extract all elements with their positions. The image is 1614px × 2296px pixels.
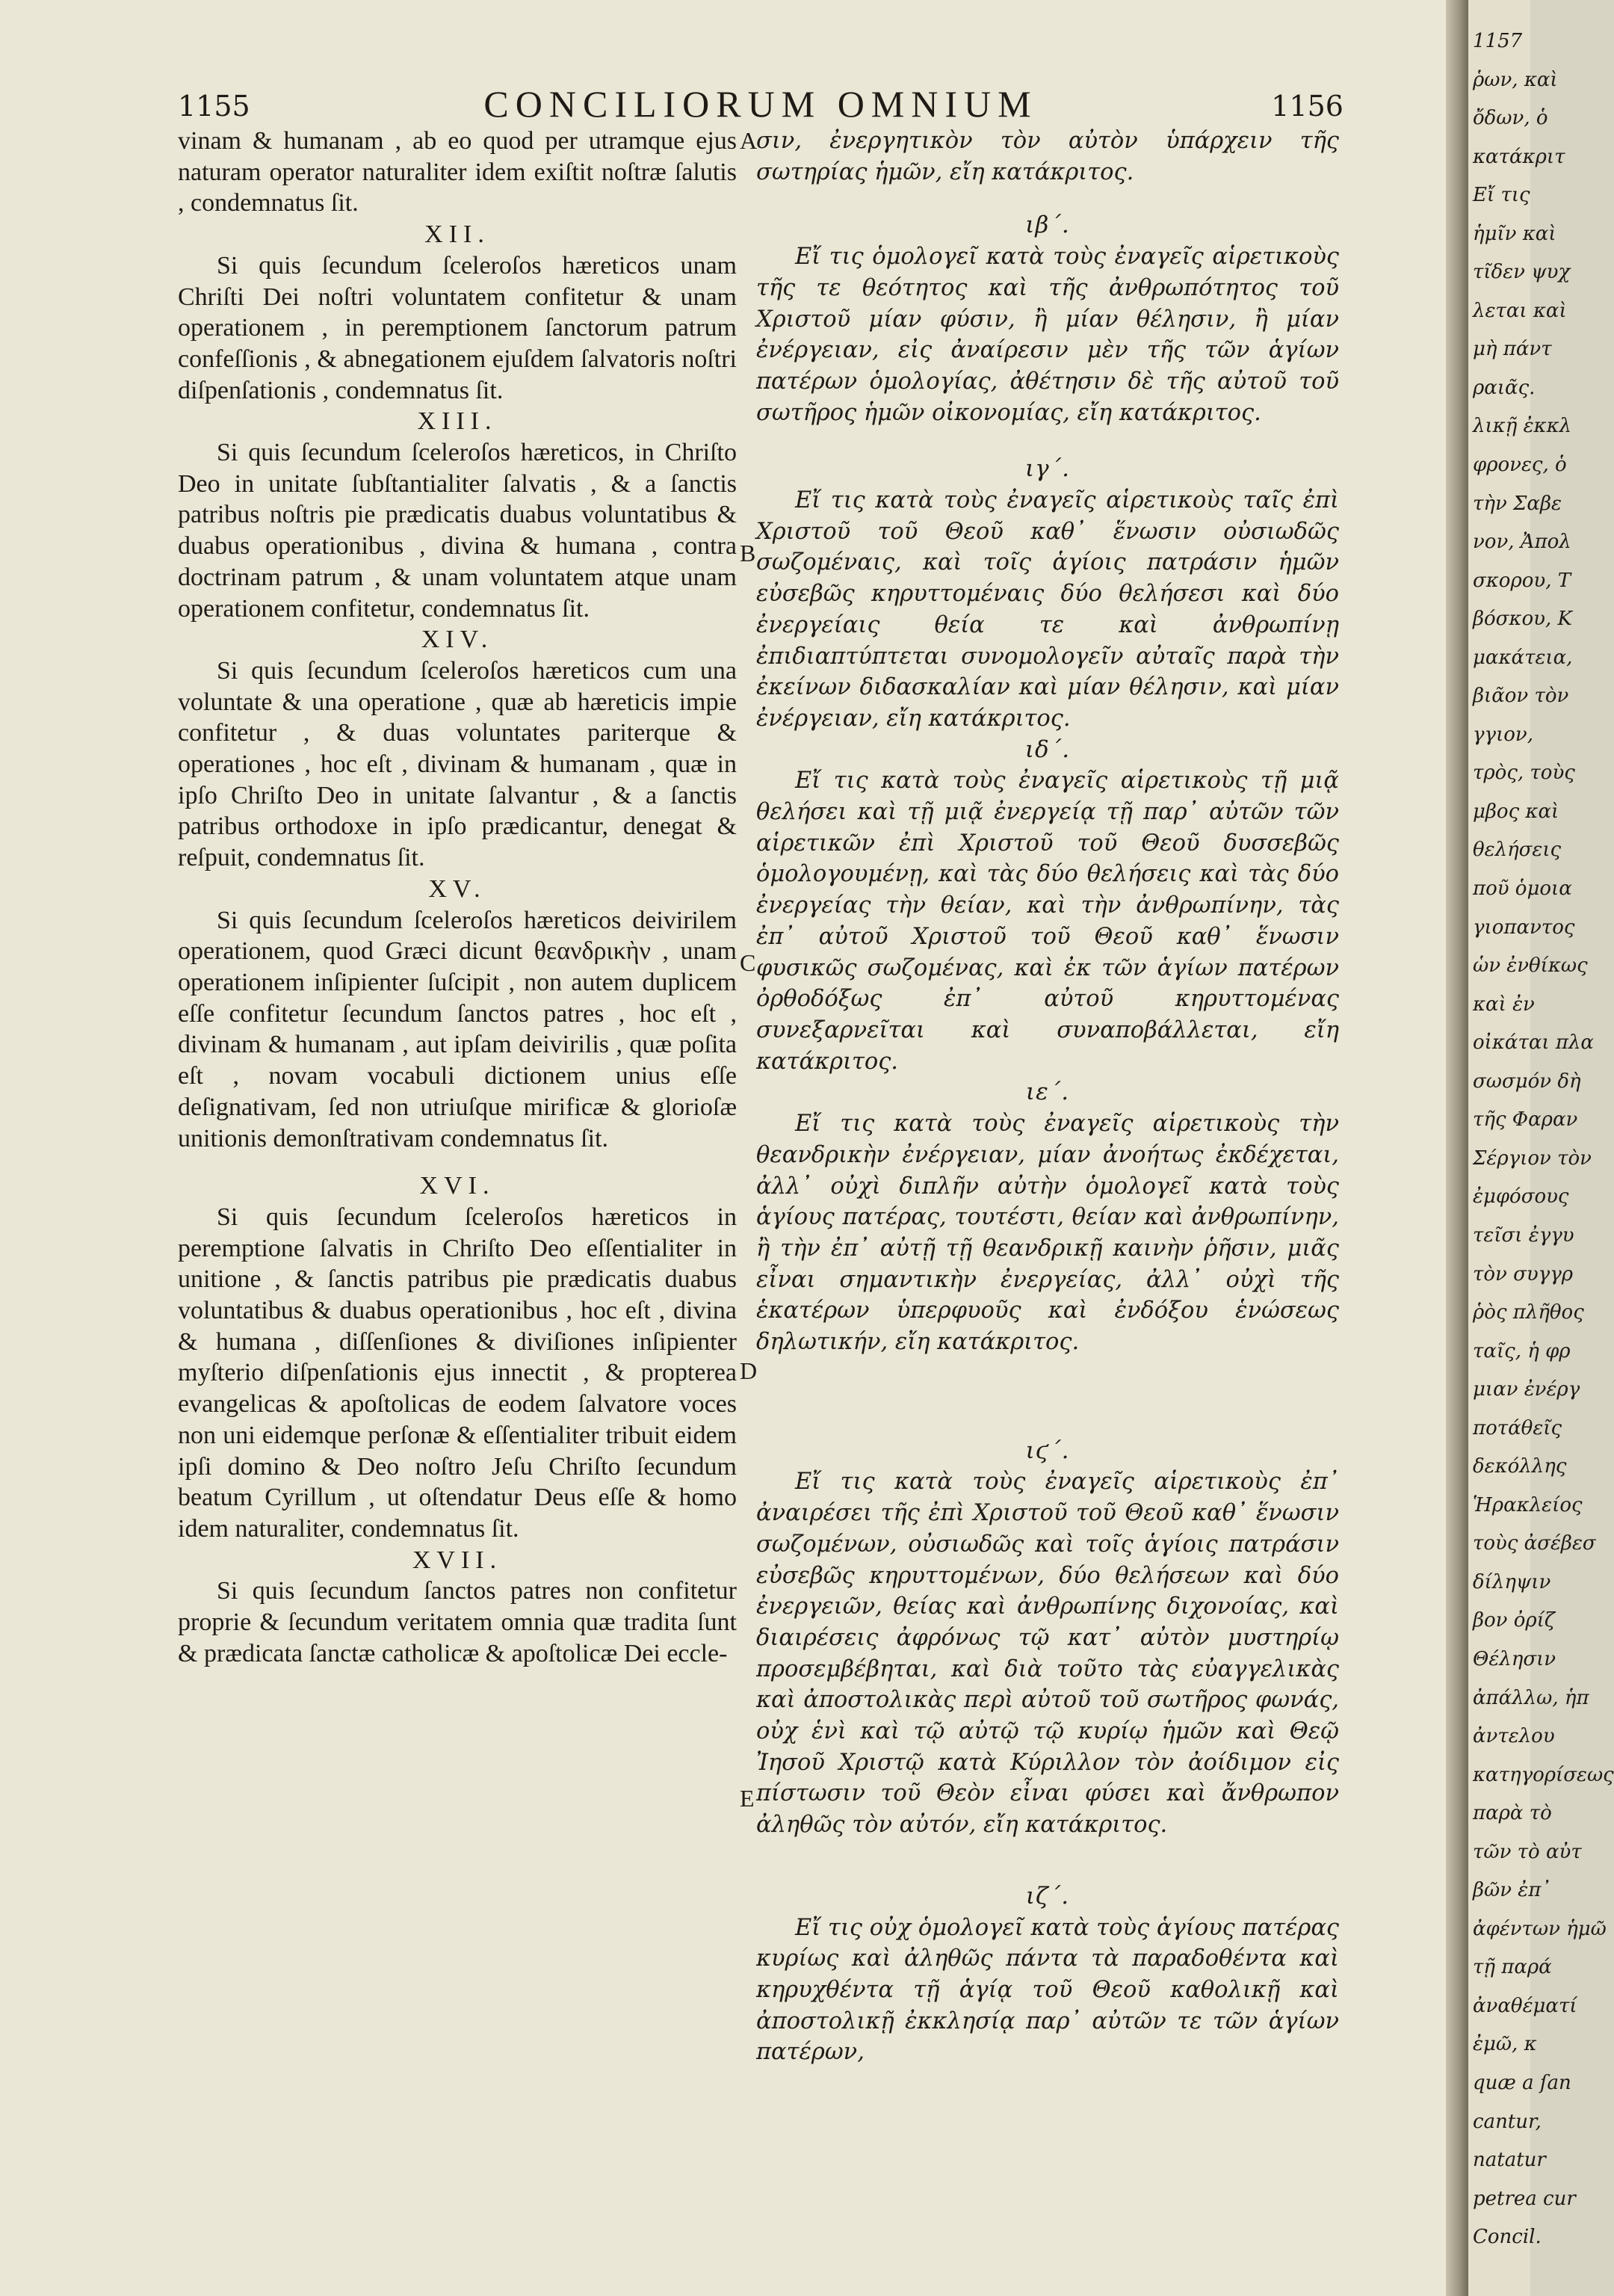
running-title: CONCILIORUM OMNIUM	[483, 83, 1038, 125]
page-number-right: 1156	[1271, 90, 1344, 123]
facing-page-line: γιοπαντος	[1473, 916, 1575, 939]
facing-page-line: ἀφέντων ἡμῶ	[1473, 1917, 1607, 1940]
facing-page-line: τὸν συγγρ	[1473, 1262, 1574, 1286]
margin-letter-a: A	[740, 127, 758, 154]
facing-page-line: ῥὸς πλῆθος	[1473, 1301, 1584, 1324]
latin-section-text	[178, 655, 737, 874]
facing-page-line: μακάτεια,	[1473, 646, 1573, 669]
facing-page-line: τεῖσι ἐγγυ	[1473, 1223, 1574, 1247]
facing-page-line: cantur,	[1473, 2110, 1542, 2133]
greek-section-number: ιε΄.	[1025, 1078, 1070, 1106]
facing-page-line: δεκόλλης	[1473, 1455, 1567, 1478]
greek-section-body: Εἴ τις κατὰ τοὺς ἐναγεῖς αἱρετικοὺς ἐπ᾽ ἀναιρέσει τῆς ἐπὶ Χριστοῦ τοῦ Θεοῦ καθ᾽ ἕνωσιν σωζομένων, οὐσιωδῶς καὶ τοῖς ἁγίοις πατράσιν εὐσεβῶς κηρυττομένων, δύο θελήσεων καὶ δύο ἐνεργειῶν, θείας καὶ ἀνθρωπίνης διχονοίας, καὶ διαιρέσεις ἀφρόνως τῷ κατ᾽ αὐτὸν μυστηρίῳ προσεμβέβηται, καὶ διὰ τοῦτο τὰς εὐαγγελικὰς καὶ ἀποστολικὰς περὶ αὐτοῦ τοῦ σωτῆρος φωνάς, οὐχ ἑνὶ καὶ τῷ αὐτῷ τῷ κυρίῳ ἡμῶν καὶ Θεῷ Ἰησοῦ Χριστῷ κατὰ Κύριλλον τὸν ἀοίδιμον εἰς πίστωσιν τοῦ Θεὸν εἶναι φύσει καὶ ἄνθρωπον ἀληθῶς τὸν αὐτόν, εἴη κατάκριτος.	[756, 1469, 1339, 1839]
latin-section-text	[178, 1202, 737, 1545]
facing-page-line: τοὺς ἀσέβεσ	[1473, 1532, 1596, 1555]
facing-page-line: ὡν ἐνθίκως	[1473, 954, 1588, 978]
facing-page-edge	[1468, 0, 1614, 2296]
facing-page-line: Σέργιον τὸν	[1473, 1147, 1592, 1170]
facing-page-line: δίληψιν	[1473, 1570, 1551, 1593]
facing-page-line: τῇ παρά	[1473, 1956, 1552, 1979]
margin-letter-e: E	[740, 1785, 755, 1812]
facing-page-line: λικῇ ἐκκλ	[1473, 415, 1572, 438]
facing-page-line: κατάκριτ	[1473, 145, 1565, 168]
facing-page-line: καὶ ἐν	[1473, 993, 1535, 1016]
facing-page-line: μὴ πάντ	[1473, 338, 1552, 361]
latin-section-number: XV.	[428, 874, 486, 903]
greek-section-number: ιϛ΄.	[1025, 1436, 1070, 1464]
latin-section-number: XIII.	[417, 407, 498, 436]
facing-page-line: θελήσεις	[1473, 839, 1562, 862]
facing-page-line: petrea cur	[1473, 2187, 1576, 2210]
greek-section-body: Εἴ τις οὐχ ὁμολογεῖ κατὰ τοὺς ἁγίους πατέρας κυρίως καὶ ἀληθῶς πάντα τὰ παραδοθέντα καὶ κηρυχθέντα τῇ ἁγίᾳ τοῦ Θεοῦ καθολικῇ καὶ ἀποστολικῇ ἐκκλησίᾳ παρ᾽ αὐτῶν τε τῶν ἁγίων πατέρων,	[756, 1914, 1339, 2066]
facing-page-line: βον ὀρίζ	[1473, 1609, 1555, 1632]
facing-page-line: μιαν ἐνέργ	[1473, 1378, 1580, 1401]
latin-section-body: Si quis ſecundum ſceleroſos hæreticos, in Chriſto Deo in unitate ſubſtantialiter ſalvatis , & a ſanctis patribus noſtris pie prædicatis duabus voluntatibus & duabus operationibus , divina & humana , contra doctrinam patrum , & unam voluntatem atque unam operationem confitetur, condemnatus ſit.	[178, 439, 737, 623]
facing-page-line: μβος καὶ	[1473, 800, 1559, 823]
facing-page-line: ποῦ ὁμοια	[1473, 877, 1572, 901]
margin-letter-d: D	[740, 1357, 758, 1384]
facing-page-line: ῥων, καὶ	[1473, 68, 1558, 91]
facing-page-line: σωσμόν δὴ	[1473, 1070, 1581, 1093]
facing-page-line: ἀναθέματί	[1473, 1994, 1577, 2017]
facing-page-line: οἰκάται πλα	[1473, 1031, 1594, 1055]
running-header	[178, 76, 1344, 129]
facing-page-line: βῶν ἐπ᾽	[1473, 1879, 1551, 1902]
facing-page-line: βιᾶον τὸν	[1473, 685, 1569, 708]
greek-column	[756, 126, 1339, 2068]
latin-section-body: Si quis ſecundum ſanctos patres non confitetur proprie & ſecundum veritatem omnia quæ tradita ſunt & prædicata ſanctæ catholicæ & apoſtolicæ Dei eccle-	[178, 1577, 737, 1667]
facing-page-line: Concil.	[1473, 2226, 1542, 2249]
margin-letter-c: C	[740, 949, 756, 976]
facing-page-line: φρονες, ὁ	[1473, 454, 1567, 477]
facing-page-line: σκορου, Τ	[1473, 569, 1571, 592]
facing-page-line: τὴν Σαβε	[1473, 492, 1562, 515]
margin-letter-b: B	[740, 540, 756, 567]
facing-page-line: Ἡρακλείος	[1473, 1493, 1583, 1516]
facing-page-line: Θέλησιν	[1473, 1647, 1556, 1670]
latin-section-body: Si quis ſecundum ſceleroſos hæreticos deivirilem operationem, quod Græci dicunt θεανδρικὴν , unam operationem inſipienter ſuſcipit , non autem duplicem eſſe confitetur ſecundum ſanctos patres , hoc eſt , divinam & humanam , aut ipſam deivirilis , quæ poſita eſt , novam vocabuli dictionem unius eſſe deſignativam, ſed non utriuſque mirificæ & glorioſæ unitionis demonſtrativam condemnatus ſit.	[178, 906, 737, 1152]
facing-page-line: κατηγορίσεως	[1473, 1763, 1614, 1786]
latin-section-text	[178, 905, 737, 1155]
greek-section-body: Εἴ τις ὁμολογεῖ κατὰ τοὺς ἐναγεῖς αἱρετικοὺς τῆς τε θεότητος καὶ τῆς ἀνθρωπότητος τοῦ Χριστοῦ μίαν φύσιν, ἢ μίαν θέλησιν, ἢ μίαν ἐνέργειαν, εἰς ἀναίρεσιν μὲν τῆς τῶν ἁγίων πατέρων ὁμολογίας, ἀθέτησιν δὲ τῆς αὐτοῦ τοῦ σωτῆρος ἡμῶν οἰκονομίας, εἴη κατάκριτος.	[756, 244, 1339, 426]
facing-page-line: quæ a ſan	[1473, 2071, 1571, 2094]
latin-section-text	[178, 437, 737, 624]
latin-section-body: Si quis ſecundum ſceleroſos hæreticos unam Chriſti Dei noſtri voluntatem confitetur & unam operationem , in peremptionem ſanctorum patrum confeſſionis , & abnegationem ejuſdem ſalvatoris noſtri diſpenſationis , condemnatus ſit.	[178, 251, 737, 404]
latin-section-number: XVI.	[419, 1172, 495, 1200]
facing-page-line: γγιον,	[1473, 723, 1533, 746]
greek-section-text	[756, 485, 1339, 735]
latin-section-body: Si quis ſecundum ſceleroſos hæreticos cum una voluntate & una operatione , quæ ab hæreticis impie confitetur , & duas voluntates pariterque & operationes , hoc eſt , divinam & humanam , quæ in ipſo Chriſto Deo in unitate ſalvantur , & a ſanctis patribus orthodoxe in ipſo prædicantur, denegat & reſpuit, condemnatus ſit.	[178, 656, 737, 872]
facing-page-line: ραιᾶς.	[1473, 376, 1536, 399]
latin-continuation: vinam & humanam , ab eo quod per utramque ejus naturam operator naturaliter idem exiſtit noſtræ ſalutis , condemnatus ſit.	[178, 127, 737, 217]
facing-page-line: τῶν τὸ αὐτ	[1473, 1840, 1582, 1863]
facing-page-line: ἀντελου	[1473, 1725, 1555, 1748]
facing-page-line: τρὸς, τοὺς	[1473, 762, 1575, 785]
greek-section-text	[756, 1466, 1339, 1840]
facing-page-line: ταῖς, ἡ φρ	[1473, 1339, 1571, 1363]
greek-section-body: Εἴ τις κατὰ τοὺς ἐναγεῖς αἱρετικοὺς τῇ μιᾷ θελήσει καὶ τῇ μιᾷ ἐνεργείᾳ τῇ παρ᾽ αὐτῶν τῶν αἱρετικῶν ἐπὶ Χριστοῦ τοῦ Θεοῦ δυσσεβῶς ὁμολογουμένῃ, καὶ τὰς δύο θελήσεις καὶ τὰς δύο ἐνεργείας τὴν θείαν, καὶ τὴν ἀνθρωπίνην, τὰς ἐπ᾽ αὐτοῦ Χριστοῦ τοῦ Θεοῦ καθ᾽ ἕνωσιν φυσικῶς σωζομένας, καὶ ἐκ τῶν ἁγίων πατέρων ὀρθοδόξως ἐπ᾽ αὐτοῦ κηρυττομένας συνεξαρνεῖται καὶ συναποβάλλεται, εἴη κατάκριτος.	[756, 768, 1339, 1075]
latin-section-text	[178, 1576, 737, 1669]
facing-page-line: ὄδων, ὁ	[1473, 107, 1548, 130]
greek-section-number: ιδ΄.	[1024, 735, 1071, 763]
book-gutter	[1446, 0, 1468, 2296]
latin-column	[178, 126, 737, 1669]
greek-section-text	[756, 765, 1339, 1077]
facing-page-text	[1473, 30, 1614, 2265]
greek-section-body: Εἴ τις κατὰ τοὺς ἐναγεῖς αἱρετικοὺς ταῖς ἐπὶ Χριστοῦ τοῦ Θεοῦ καθ᾽ ἕνωσιν οὐσιωδῶς σωζομέναις, καὶ τοῖς ἁγίοις πατράσιν ἡμῶν εὐσεβῶς κηρυττομέναις δύο θελήσεσι καὶ δύο ἐνεργείαις θεία τε καὶ ἀνθρωπίνῃ ἐπιδιαπτύπτεται συνομολογεῖν αὐταῖς παρὰ τὴν ἐκείνων διδασκαλίαν καὶ μίαν θέλησιν, καὶ μίαν ἐνέργειαν, εἴη κατάκριτος.	[756, 487, 1339, 732]
facing-page-line: τῆς Φαραν	[1473, 1108, 1578, 1132]
latin-section-text	[178, 250, 737, 407]
greek-continuation: σιν, ἐνεργητικὸν τὸν αὐτὸν ὑπάρχειν τῆς σωτηρίας ἡμῶν, εἴη κατάκριτος.	[756, 128, 1339, 185]
facing-page-line: νον, Ἀπολ	[1473, 531, 1571, 554]
latin-section-number: XII.	[424, 220, 490, 249]
facing-page-line: λεται καὶ	[1473, 299, 1567, 322]
facing-page-line: βόσκου, Κ	[1473, 608, 1572, 631]
facing-page-line: ἡμῖν καὶ	[1473, 222, 1556, 245]
facing-page-line: Εἴ τις	[1473, 184, 1530, 207]
greek-section-body: Εἴ τις κατὰ τοὺς ἐναγεῖς αἱρετικοὺς τὴν θεανδρικὴν ἐνέργειαν, μίαν ἀνοήτως ἐκδέχεται, ἀλλ᾽ οὐχὶ διπλῆν αὐτὴν ὁμολογεῖ κατὰ τοὺς ἁγίους πατέρας, τουτέστι, θείαν καὶ ἀνθρωπίνην, ἢ τὴν ἐπ᾽ αὐτῇ τῇ θεανδρικῇ καινὴν ῥῆσιν, μιᾶς εἶναι σημαντικὴν ἐνεργείας, ἀλλ᾽ οὐχὶ τῆς ἑκατέρων ὑπερφυοῦς καὶ ἐνδόξου ἑνώσεως δηλωτικήν, εἴη κατάκριτος.	[756, 1111, 1339, 1356]
facing-page-line: natatur	[1473, 2149, 1546, 2172]
greek-section-number: ιβ΄.	[1025, 212, 1070, 239]
greek-section-text	[756, 1913, 1339, 2069]
facing-page-line: παρὰ τὸ	[1473, 1802, 1552, 1825]
latin-section-number: XVII.	[412, 1546, 503, 1574]
facing-page-line: ἐμῶ, κ	[1473, 2033, 1537, 2056]
greek-section-number: ιζ΄.	[1025, 1882, 1070, 1910]
facing-page-line: ἐμφόσους	[1473, 1185, 1569, 1209]
facing-page-line: ἀπάλλω, ἡπ	[1473, 1686, 1589, 1709]
facing-page-line: ποτάθεῖς	[1473, 1416, 1562, 1439]
latin-section-number: XIV.	[421, 626, 494, 654]
latin-section-body: Si quis ſecundum ſceleroſos hæreticos in peremptione ſalvatis in Chriſto Deo eſſentialiter in unitione , & ſanctis patribus pie prædicatis duabus voluntatibus & duabus operationibus , hoc eſt , divina & humana , diſſenſiones & diviſiones inſipienter myſterio diſpenſationis ejus innectit , & propterea evangelicas & apoſtolicas de eodem ſalvatore voces non uni eidemque perſonæ & eſſentialiter tribuit eidem ipſi domino & Deo noſtro Jeſu Chriſto ſecundum beatum Cyrillum , ut oſtendatur Deus eſſe & homo idem naturaliter, condemnatus ſit.	[178, 1203, 737, 1543]
facing-page-line: τῖδεν ψυχ	[1473, 261, 1571, 284]
greek-section-text	[756, 1108, 1339, 1358]
greek-section-number: ιγ΄.	[1024, 455, 1071, 483]
greek-section-text	[756, 241, 1339, 428]
page-number-left: 1155	[178, 90, 250, 123]
facing-page-line: 1157	[1473, 30, 1523, 52]
